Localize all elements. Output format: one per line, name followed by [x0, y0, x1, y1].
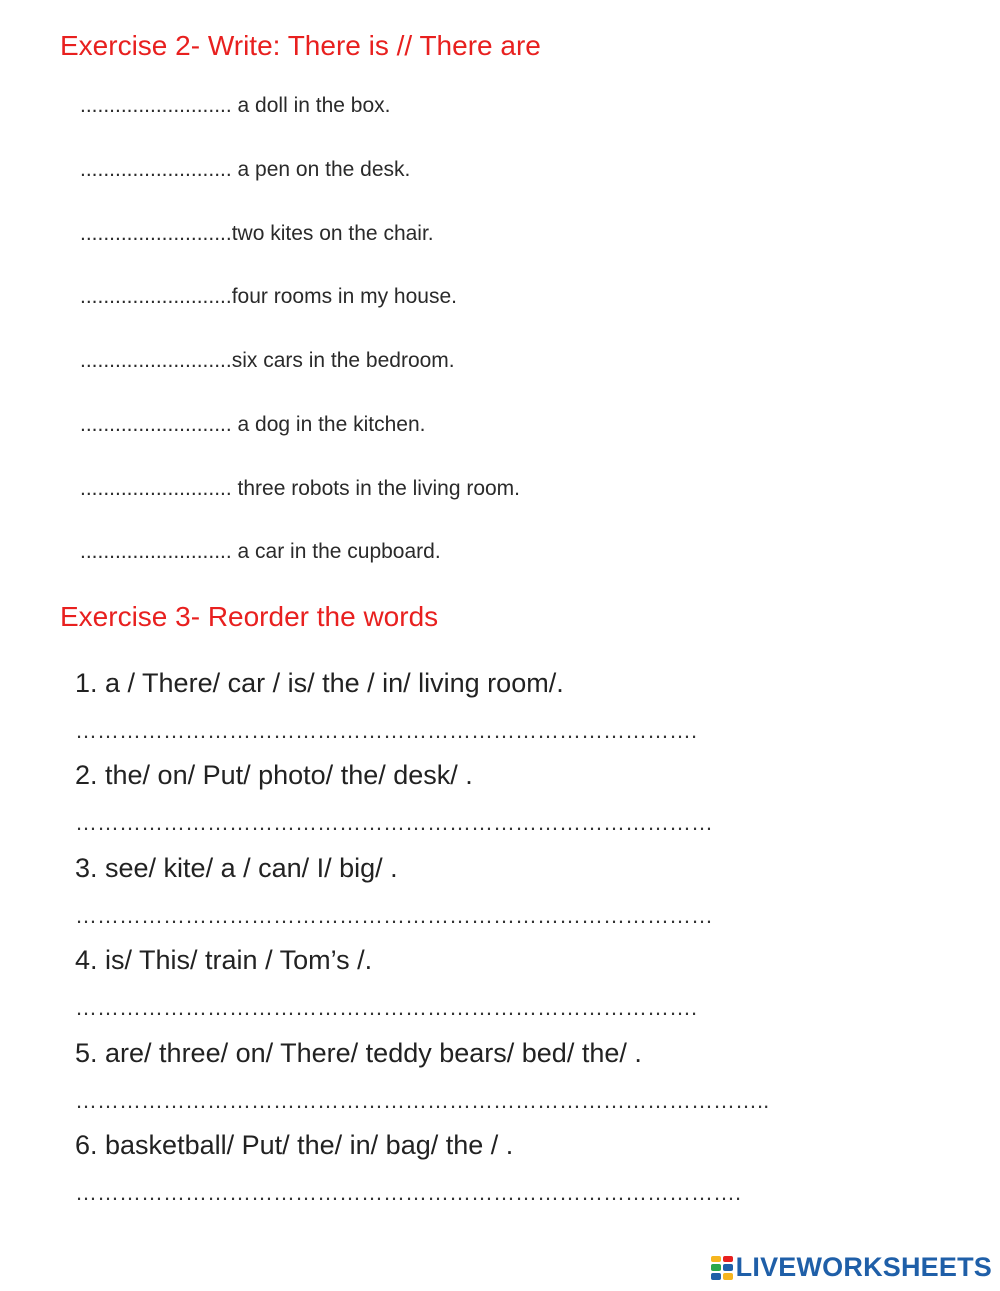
reorder-prompt: 5. are/ three/ on/ There/ teddy bears/ bed/ the/ . — [75, 1038, 642, 1068]
sentence-text: four rooms in my house. — [231, 285, 457, 308]
answer-blank[interactable]: .......................... — [80, 540, 232, 563]
reorder-prompt: 2. the/ on/ Put/ photo/ the/ desk/ . — [75, 760, 473, 790]
answer-blank[interactable]: .......................... — [80, 413, 232, 436]
exercise2-item — [80, 413, 426, 437]
sentence-text: two kites on the chair. — [231, 222, 434, 245]
exercise3-title: Exercise 3- Reorder the words — [60, 601, 439, 632]
answer-blank[interactable]: .......................... — [80, 285, 232, 308]
answer-blank[interactable]: ………………………………………………………………………………. — [75, 1180, 742, 1205]
sentence-text: three robots in the living room. — [231, 477, 521, 500]
logo-blocks-icon — [711, 1256, 733, 1280]
sentence-text: a doll in the box. — [231, 94, 391, 117]
answer-blank[interactable]: …………………………………………………………………………… — [75, 903, 713, 928]
exercise2-title: Exercise 2- Write: There is // There are — [60, 30, 541, 61]
exercise2-item — [80, 94, 390, 118]
reorder-prompt: 4. is/ This/ train / Tom’s /. — [75, 945, 373, 975]
exercise2-item — [80, 477, 520, 501]
answer-blank[interactable]: .......................... — [80, 158, 232, 181]
reorder-prompt: 1. a / There/ car / is/ the / in/ living room/. — [75, 668, 564, 698]
answer-blank[interactable]: …………………………………………………………………………… — [75, 810, 713, 835]
sentence-text: six cars in the bedroom. — [231, 349, 455, 372]
answer-blank[interactable]: .......................... — [80, 349, 232, 372]
logo-text: LIVEWORKSHEETS — [735, 1252, 992, 1282]
answer-blank[interactable]: …………………………………………………………………………. — [75, 718, 698, 743]
exercise2-item — [80, 222, 434, 246]
exercise2-item — [80, 349, 455, 373]
exercise2-item — [80, 285, 457, 309]
answer-blank[interactable]: .......................... — [80, 477, 232, 500]
sentence-text: a car in the cupboard. — [231, 540, 441, 563]
sentence-text: a dog in the kitchen. — [231, 413, 426, 436]
answer-blank[interactable]: .......................... — [80, 94, 232, 117]
sentence-text: a pen on the desk. — [231, 158, 411, 181]
reorder-prompt: 3. see/ kite/ a / can/ I/ big/ . — [75, 853, 398, 883]
exercise2-item — [80, 540, 441, 564]
answer-blank[interactable]: …………………………………………………………………………. — [75, 995, 698, 1020]
reorder-prompt: 6. basketball/ Put/ the/ in/ bag/ the / . — [75, 1130, 514, 1160]
answer-blank[interactable]: .......................... — [80, 222, 232, 245]
answer-blank[interactable]: ………………………………………………………………………………….. — [75, 1088, 770, 1113]
exercise2-item — [80, 158, 410, 182]
liveworksheets-logo[interactable] — [711, 1252, 992, 1283]
